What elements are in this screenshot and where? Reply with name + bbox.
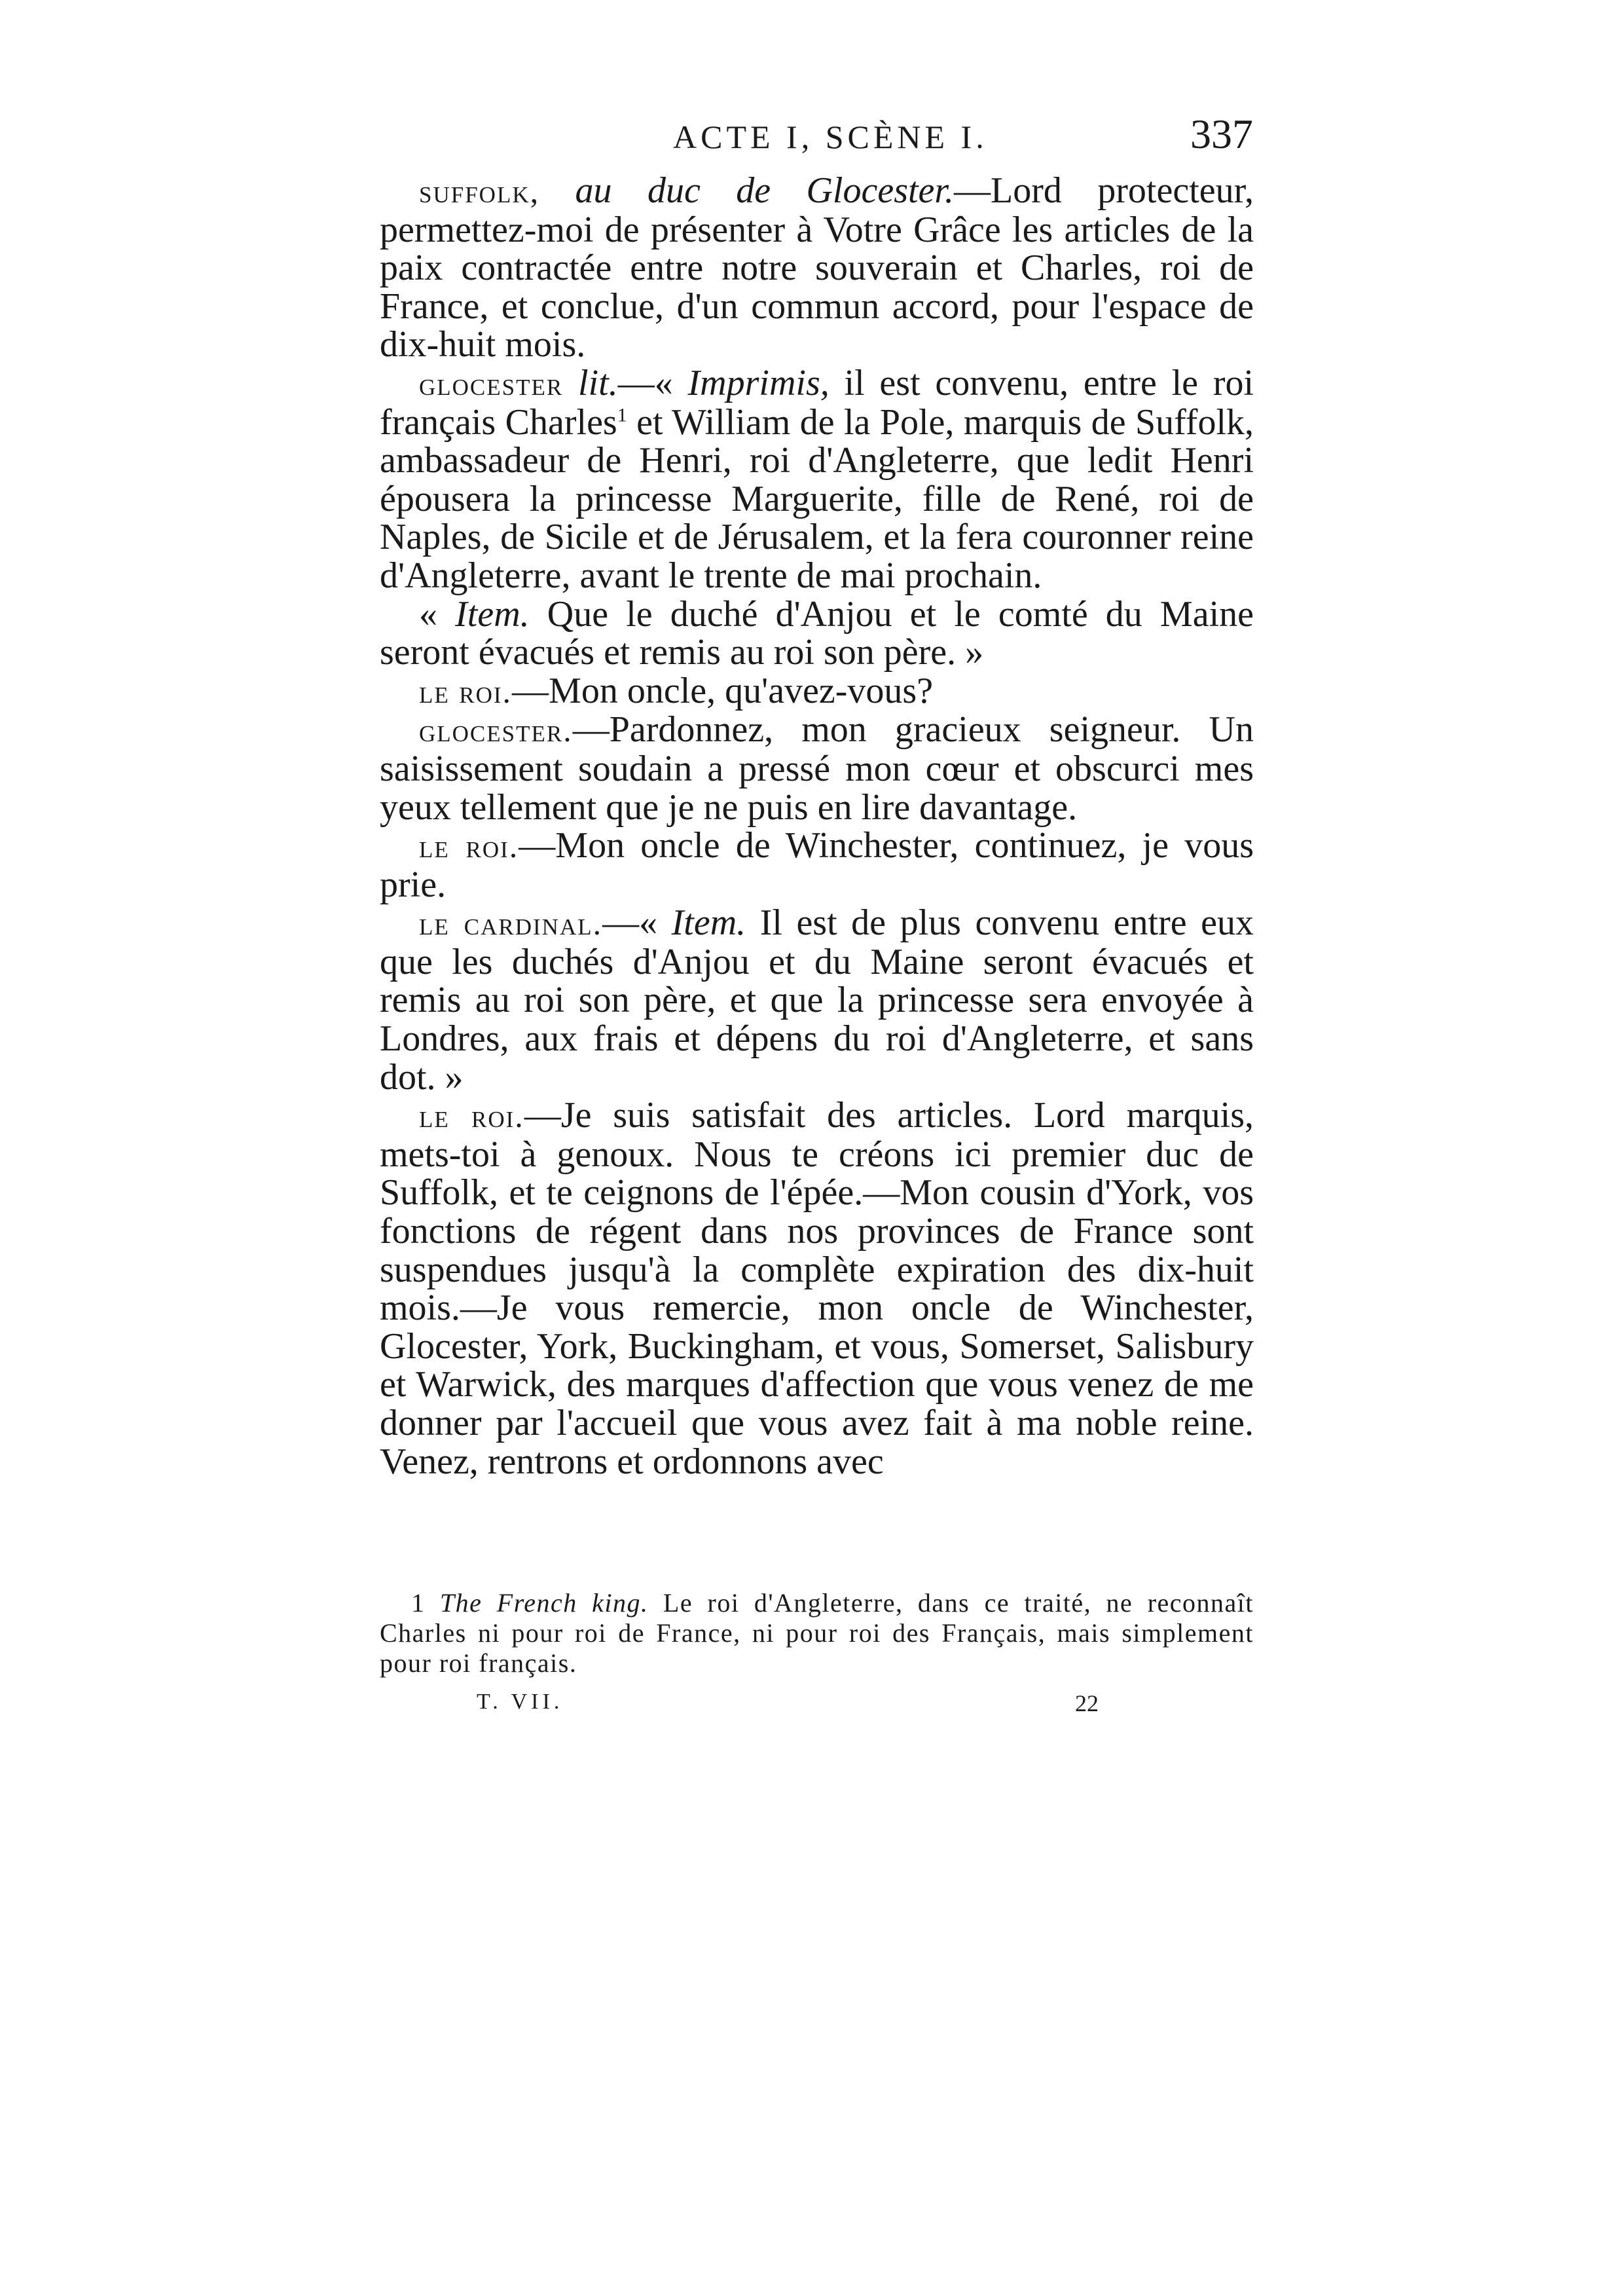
speaker-name: le roi. xyxy=(419,828,519,865)
speech-text-pre: —« xyxy=(602,902,672,944)
speaker-name: glocester xyxy=(419,365,564,402)
speech-text-pre: —« xyxy=(617,362,688,403)
paragraph-glocester-2 xyxy=(380,711,1254,826)
speaker-name: glocester. xyxy=(419,712,573,749)
speaker-name: suffolk, xyxy=(419,173,540,210)
paragraph-le-roi-1 xyxy=(380,672,1254,711)
signature-mark: 22 xyxy=(1075,1690,1099,1716)
footnote-number: 1 xyxy=(411,1588,426,1618)
volume-mark: T. VII. xyxy=(477,1690,564,1714)
footnote-lead: The French king. xyxy=(439,1588,649,1618)
paragraph-le-cardinal xyxy=(380,904,1254,1096)
page-number: 337 xyxy=(1190,111,1253,157)
speaker-name: le roi. xyxy=(419,1098,524,1135)
footnote-text: Le roi d'Angleterre, dans ce traité, ne reconnaît Charles ni pour roi de France, ni pour roi des Français, mais simplement pour roi français. xyxy=(380,1588,1254,1678)
speech-text: Il est de plus convenu entre eux que les duchés d'Anjou et du Maine seront évacués et remis au roi son père, et que la princesse sera envoyée à Londres, aux frais et dépens du roi d'Angleterre, et sans dot. » xyxy=(380,902,1254,1098)
stage-direction: lit. xyxy=(578,362,618,403)
body-text xyxy=(380,172,1254,1481)
paragraph-item-anjou xyxy=(380,595,1254,672)
footnote xyxy=(380,1588,1254,1678)
speech-text-mid: il est convenu, entre le roi français Charles xyxy=(380,362,1254,443)
paragraph-le-roi-3 xyxy=(380,1096,1254,1481)
page-footer xyxy=(0,1690,1623,1722)
page-header xyxy=(0,110,1623,169)
speech-text: —Lord protecteur, permettez-moi de présenter à Votre Grâce les articles de la paix contractée entre notre souverain et Charles, roi de France, et conclue, d'un commun accord, pour l'espace de dix-huit mois. xyxy=(380,170,1254,365)
footnote-reference: 1 xyxy=(617,403,627,426)
speech-text: —Je suis satisfait des articles. Lord marquis, mets-toi à genoux. Nous te créons ici premier duc de Suffolk, et te ceignons de l'épée.—Mon cousin d'York, vos fonctions de régent dans nos provinces de France sont suspendues jusqu'à la complète expiration des dix-huit mois.—Je vous remercie, mon oncle de Winchester, Glocester, York, Buckingham, et vous, Somerset, Salisbury et Warwick, des marques d'affection que vous venez de me donner par l'accueil que vous avez fait à ma noble reine. Venez, rentrons et ordonnons avec xyxy=(380,1095,1254,1482)
running-title: ACTE I, SCÈNE I. xyxy=(673,119,988,155)
speech-text: —Mon oncle, qu'avez-vous? xyxy=(512,670,934,711)
speech-text-post: et William de la Pole, marquis de Suffolk, ambassadeur de Henri, roi d'Angleterre, que ledit Henri épousera la princesse Marguerite, fille de René, roi de Naples, de Sicile et de Jérusalem, et la fera couronner reine d'Angleterre, avant le trente de mai prochain. xyxy=(380,401,1254,596)
speaker-name: le cardinal. xyxy=(419,905,603,942)
emphasis-text: Item. xyxy=(671,902,746,944)
paragraph-glocester-reads xyxy=(380,364,1254,595)
speech-text: Que le duché d'Anjou et le comté du Maine seront évacués et remis au roi son père. » xyxy=(380,593,1254,673)
speaker-name: le roi. xyxy=(419,673,513,710)
paragraph-le-roi-2 xyxy=(380,826,1254,904)
speech-text: —Mon oncle de Winchester, continuez, je vous prie. xyxy=(380,825,1254,905)
emphasis-text: Imprimis, xyxy=(687,362,830,403)
quote-mark: « xyxy=(419,593,456,635)
paragraph-suffolk xyxy=(380,172,1254,364)
stage-direction: au duc de Glocester. xyxy=(575,170,954,211)
emphasis-text: Item. xyxy=(455,593,530,635)
speech-text: —Pardonnez, mon gracieux seigneur. Un saisissement soudain a pressé mon cœur et obscurci mes yeux tellement que je ne puis en lire davantage. xyxy=(380,709,1254,828)
